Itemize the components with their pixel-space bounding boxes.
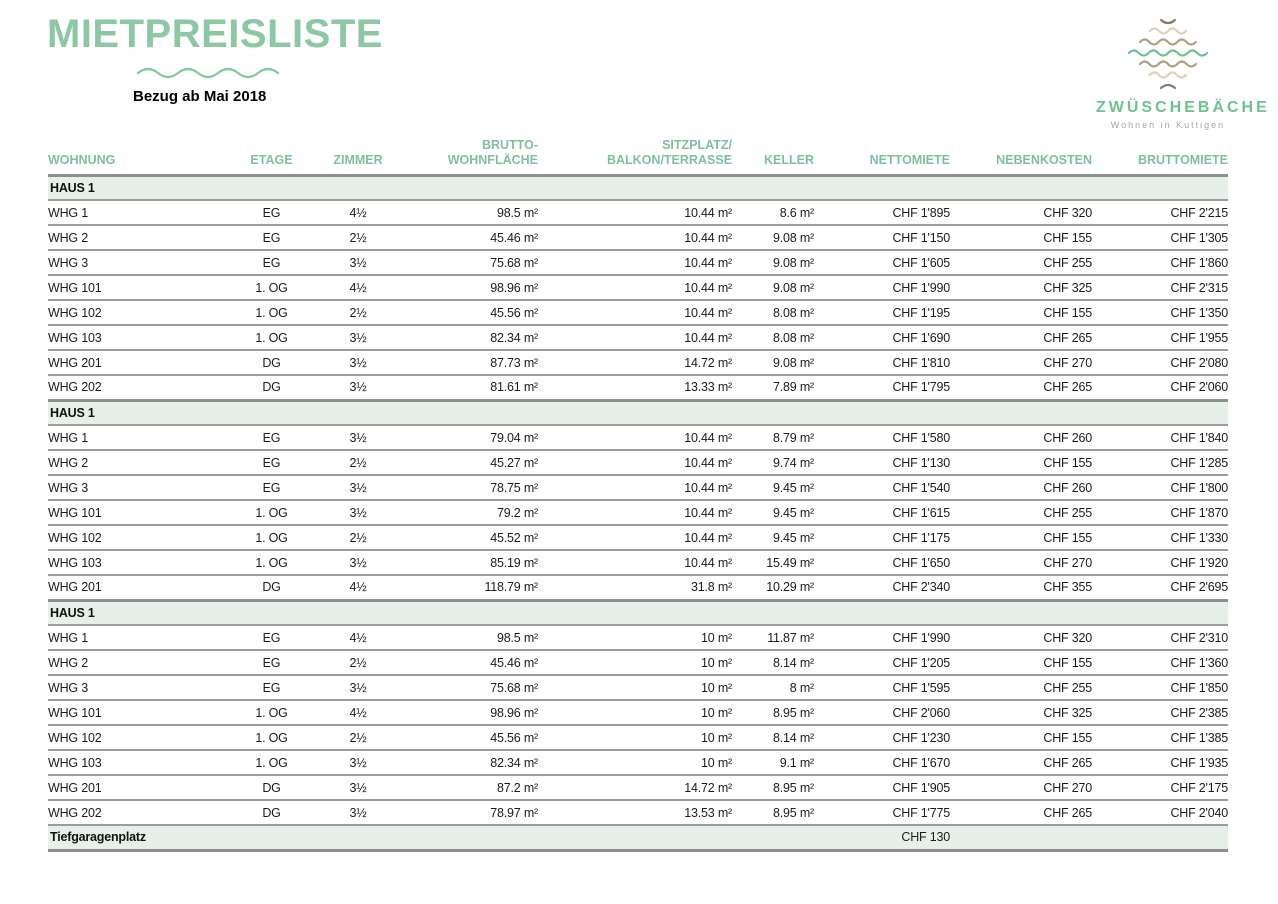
cell: 8.14 m²: [732, 725, 814, 750]
cell: 11.87 m²: [732, 625, 814, 650]
cell: 3½: [318, 250, 398, 275]
cell: 13.53 m²: [538, 800, 732, 825]
footer-row: [48, 825, 1228, 850]
cell: CHF 1'690: [814, 325, 950, 350]
cell: CHF 2'695: [1092, 575, 1228, 600]
cell: CHF 155: [950, 525, 1092, 550]
cell: CHF 1'920: [1092, 550, 1228, 575]
cell: 78.97 m²: [398, 800, 538, 825]
table-row: [48, 275, 1228, 300]
cell: 10 m²: [538, 725, 732, 750]
cell: CHF 260: [950, 425, 1092, 450]
cell: 75.68 m²: [398, 250, 538, 275]
table-row: [48, 425, 1228, 450]
cell: 10.44 m²: [538, 325, 732, 350]
price-table: [48, 138, 1228, 852]
cell: CHF 1'670: [814, 750, 950, 775]
cell: CHF 155: [950, 225, 1092, 250]
cell: CHF 1'130: [814, 450, 950, 475]
cell: WHG 103: [48, 750, 225, 775]
document-header: [0, 0, 1278, 138]
cell: CHF 1'990: [814, 275, 950, 300]
cell: 45.56 m²: [398, 725, 538, 750]
table-row: [48, 675, 1228, 700]
cell: 118.79 m²: [398, 575, 538, 600]
cell: CHF 2'310: [1092, 625, 1228, 650]
table-row: [48, 225, 1228, 250]
cell: [1092, 825, 1228, 850]
cell: 8.14 m²: [732, 650, 814, 675]
cell: 75.68 m²: [398, 675, 538, 700]
cell: WHG 103: [48, 325, 225, 350]
cell: CHF 1'895: [814, 200, 950, 225]
cell: CHF 1'285: [1092, 450, 1228, 475]
cell: CHF 320: [950, 625, 1092, 650]
column-header: NEBENKOSTEN: [950, 138, 1092, 175]
cell: EG: [225, 250, 318, 275]
cell: CHF 1'810: [814, 350, 950, 375]
table-row: [48, 200, 1228, 225]
cell: WHG 101: [48, 700, 225, 725]
table-row: [48, 450, 1228, 475]
table-row: [48, 475, 1228, 500]
cell: CHF 1'870: [1092, 500, 1228, 525]
cell: 8.08 m²: [732, 325, 814, 350]
cell: 4½: [318, 625, 398, 650]
cell: WHG 102: [48, 300, 225, 325]
logo-waves-icon: [1096, 16, 1240, 92]
cell: CHF 1'860: [1092, 250, 1228, 275]
cell: WHG 2: [48, 225, 225, 250]
cell: 8.95 m²: [732, 700, 814, 725]
cell: 10.44 m²: [538, 475, 732, 500]
cell: 85.19 m²: [398, 550, 538, 575]
cell: 9.1 m²: [732, 750, 814, 775]
cell: WHG 102: [48, 725, 225, 750]
cell: 9.08 m²: [732, 225, 814, 250]
logo-name: ZWÜSCHEBÄCHE: [1096, 99, 1270, 116]
logo-tagline: Wohnen in Kuttigen: [1110, 120, 1226, 130]
title-squiggle-icon: [136, 62, 282, 80]
cell: CHF 155: [950, 725, 1092, 750]
cell: CHF 2'060: [814, 700, 950, 725]
cell: EG: [225, 425, 318, 450]
section-label: HAUS 1: [48, 175, 1228, 200]
cell: CHF 1'350: [1092, 300, 1228, 325]
cell: 9.45 m²: [732, 475, 814, 500]
cell: 1. OG: [225, 325, 318, 350]
cell: CHF 130: [814, 825, 950, 850]
cell: 1. OG: [225, 700, 318, 725]
cell: [398, 825, 538, 850]
table-row: [48, 625, 1228, 650]
cell: CHF 265: [950, 325, 1092, 350]
cell: 1. OG: [225, 300, 318, 325]
cell: CHF 2'080: [1092, 350, 1228, 375]
cell: 10.44 m²: [538, 200, 732, 225]
cell: CHF 1'385: [1092, 725, 1228, 750]
cell: 10 m²: [538, 675, 732, 700]
cell: 3½: [318, 550, 398, 575]
section-row: [48, 400, 1228, 425]
cell: 3½: [318, 325, 398, 350]
cell: WHG 2: [48, 450, 225, 475]
cell: CHF 255: [950, 250, 1092, 275]
table-row: [48, 725, 1228, 750]
cell: [225, 825, 318, 850]
cell: 10.44 m²: [538, 425, 732, 450]
cell: 13.33 m²: [538, 375, 732, 400]
cell: CHF 1'330: [1092, 525, 1228, 550]
cell: 10.44 m²: [538, 300, 732, 325]
cell: CHF 265: [950, 375, 1092, 400]
cell: 82.34 m²: [398, 325, 538, 350]
cell: DG: [225, 350, 318, 375]
cell: 3½: [318, 350, 398, 375]
cell: CHF 1'935: [1092, 750, 1228, 775]
cell: [950, 825, 1092, 850]
cell: 10.44 m²: [538, 525, 732, 550]
cell: 9.74 m²: [732, 450, 814, 475]
table-row: [48, 800, 1228, 825]
cell: CHF 325: [950, 275, 1092, 300]
cell: 2½: [318, 525, 398, 550]
cell: WHG 103: [48, 550, 225, 575]
cell: WHG 101: [48, 275, 225, 300]
cell: 2½: [318, 300, 398, 325]
cell: CHF 2'060: [1092, 375, 1228, 400]
cell: CHF 1'305: [1092, 225, 1228, 250]
cell: 82.34 m²: [398, 750, 538, 775]
cell: 8 m²: [732, 675, 814, 700]
cell: 1. OG: [225, 750, 318, 775]
cell: 10 m²: [538, 625, 732, 650]
page-subtitle: Bezug ab Mai 2018: [133, 88, 267, 105]
cell: 4½: [318, 700, 398, 725]
cell: CHF 1'650: [814, 550, 950, 575]
cell: 45.46 m²: [398, 650, 538, 675]
cell: DG: [225, 575, 318, 600]
cell: 87.73 m²: [398, 350, 538, 375]
cell: EG: [225, 225, 318, 250]
cell: 9.45 m²: [732, 500, 814, 525]
cell: [318, 825, 398, 850]
cell: CHF 270: [950, 775, 1092, 800]
cell: [538, 825, 732, 850]
cell: CHF 2'040: [1092, 800, 1228, 825]
cell: CHF 325: [950, 700, 1092, 725]
cell: 3½: [318, 675, 398, 700]
cell: CHF 1'205: [814, 650, 950, 675]
cell: 8.08 m²: [732, 300, 814, 325]
cell: 10 m²: [538, 700, 732, 725]
cell: 8.6 m²: [732, 200, 814, 225]
cell: CHF 1'905: [814, 775, 950, 800]
cell: 3½: [318, 475, 398, 500]
section-label: HAUS 1: [48, 600, 1228, 625]
cell: 14.72 m²: [538, 775, 732, 800]
cell: CHF 1'150: [814, 225, 950, 250]
cell: 9.45 m²: [732, 525, 814, 550]
cell: 10.44 m²: [538, 550, 732, 575]
cell: 98.96 m²: [398, 700, 538, 725]
cell: 3½: [318, 425, 398, 450]
cell: 1. OG: [225, 500, 318, 525]
cell: DG: [225, 775, 318, 800]
cell: 98.5 m²: [398, 625, 538, 650]
cell: EG: [225, 650, 318, 675]
column-header: KELLER: [732, 138, 814, 175]
column-header: ETAGE: [225, 138, 318, 175]
cell: 1. OG: [225, 525, 318, 550]
cell: 3½: [318, 775, 398, 800]
cell: 2½: [318, 650, 398, 675]
table-row: [48, 300, 1228, 325]
cell: CHF 1'605: [814, 250, 950, 275]
cell: WHG 2: [48, 650, 225, 675]
cell: CHF 1'850: [1092, 675, 1228, 700]
cell: CHF 1'990: [814, 625, 950, 650]
column-header: SITZPLATZ/ BALKON/TERRASSE: [538, 138, 732, 175]
cell: 10 m²: [538, 750, 732, 775]
cell: 45.46 m²: [398, 225, 538, 250]
cell: CHF 2'315: [1092, 275, 1228, 300]
table-row: [48, 375, 1228, 400]
cell: 10.44 m²: [538, 250, 732, 275]
cell: 9.08 m²: [732, 275, 814, 300]
cell: CHF 1'595: [814, 675, 950, 700]
cell: EG: [225, 475, 318, 500]
cell: 15.49 m²: [732, 550, 814, 575]
cell: CHF 320: [950, 200, 1092, 225]
cell: 2½: [318, 450, 398, 475]
cell: EG: [225, 200, 318, 225]
cell: CHF 270: [950, 350, 1092, 375]
logo: [1096, 16, 1270, 130]
table-row: [48, 500, 1228, 525]
header-row: [48, 138, 1228, 175]
table-row: [48, 325, 1228, 350]
cell: 10 m²: [538, 650, 732, 675]
cell: WHG 201: [48, 350, 225, 375]
cell: CHF 1'840: [1092, 425, 1228, 450]
cell: WHG 3: [48, 675, 225, 700]
column-header: BRUTTO- WOHNFLÄCHE: [398, 138, 538, 175]
cell: 45.56 m²: [398, 300, 538, 325]
column-header: BRUTTOMIETE: [1092, 138, 1228, 175]
cell: CHF 260: [950, 475, 1092, 500]
cell: CHF 155: [950, 650, 1092, 675]
cell: WHG 202: [48, 375, 225, 400]
cell: 79.04 m²: [398, 425, 538, 450]
cell: 9.08 m²: [732, 350, 814, 375]
cell: 3½: [318, 500, 398, 525]
cell: WHG 101: [48, 500, 225, 525]
cell: Tiefgaragenplatz: [48, 825, 225, 850]
cell: CHF 155: [950, 450, 1092, 475]
cell: 10.44 m²: [538, 275, 732, 300]
cell: 3½: [318, 750, 398, 775]
cell: WHG 3: [48, 475, 225, 500]
cell: 8.95 m²: [732, 800, 814, 825]
table-row: [48, 250, 1228, 275]
section-row: [48, 600, 1228, 625]
cell: 78.75 m²: [398, 475, 538, 500]
column-header: ZIMMER: [318, 138, 398, 175]
cell: CHF 2'175: [1092, 775, 1228, 800]
table-row: [48, 575, 1228, 600]
cell: CHF 265: [950, 750, 1092, 775]
table-row: [48, 525, 1228, 550]
cell: 14.72 m²: [538, 350, 732, 375]
cell: EG: [225, 450, 318, 475]
cell: 81.61 m²: [398, 375, 538, 400]
cell: 2½: [318, 225, 398, 250]
cell: WHG 102: [48, 525, 225, 550]
section-label: HAUS 1: [48, 400, 1228, 425]
cell: WHG 202: [48, 800, 225, 825]
cell: WHG 3: [48, 250, 225, 275]
cell: EG: [225, 625, 318, 650]
cell: 4½: [318, 200, 398, 225]
cell: 31.8 m²: [538, 575, 732, 600]
cell: 2½: [318, 725, 398, 750]
cell: 4½: [318, 575, 398, 600]
cell: 8.79 m²: [732, 425, 814, 450]
cell: CHF 255: [950, 500, 1092, 525]
cell: CHF 1'195: [814, 300, 950, 325]
cell: 1. OG: [225, 550, 318, 575]
cell: CHF 1'360: [1092, 650, 1228, 675]
cell: [732, 825, 814, 850]
cell: 8.95 m²: [732, 775, 814, 800]
cell: 10.44 m²: [538, 450, 732, 475]
cell: CHF 1'175: [814, 525, 950, 550]
cell: CHF 355: [950, 575, 1092, 600]
cell: 3½: [318, 375, 398, 400]
cell: CHF 1'580: [814, 425, 950, 450]
cell: 98.5 m²: [398, 200, 538, 225]
cell: CHF 265: [950, 800, 1092, 825]
cell: 79.2 m²: [398, 500, 538, 525]
cell: WHG 1: [48, 200, 225, 225]
cell: EG: [225, 675, 318, 700]
cell: CHF 155: [950, 300, 1092, 325]
cell: CHF 2'215: [1092, 200, 1228, 225]
table-row: [48, 550, 1228, 575]
page-title: MIETPREISLISTE: [47, 12, 383, 56]
cell: 45.27 m²: [398, 450, 538, 475]
cell: CHF 2'340: [814, 575, 950, 600]
cell: CHF 1'615: [814, 500, 950, 525]
cell: 10.44 m²: [538, 225, 732, 250]
cell: 1. OG: [225, 275, 318, 300]
cell: CHF 1'230: [814, 725, 950, 750]
cell: WHG 1: [48, 425, 225, 450]
cell: DG: [225, 375, 318, 400]
cell: CHF 1'775: [814, 800, 950, 825]
cell: 10.29 m²: [732, 575, 814, 600]
cell: 9.08 m²: [732, 250, 814, 275]
cell: CHF 1'540: [814, 475, 950, 500]
cell: 1. OG: [225, 725, 318, 750]
cell: 4½: [318, 275, 398, 300]
cell: 10.44 m²: [538, 500, 732, 525]
table-row: [48, 350, 1228, 375]
cell: CHF 1'795: [814, 375, 950, 400]
cell: WHG 201: [48, 575, 225, 600]
cell: 45.52 m²: [398, 525, 538, 550]
column-header: NETTOMIETE: [814, 138, 950, 175]
cell: 87.2 m²: [398, 775, 538, 800]
column-header: WOHNUNG: [48, 138, 225, 175]
cell: WHG 1: [48, 625, 225, 650]
cell: CHF 1'955: [1092, 325, 1228, 350]
table-row: [48, 650, 1228, 675]
cell: CHF 255: [950, 675, 1092, 700]
table-row: [48, 700, 1228, 725]
cell: CHF 270: [950, 550, 1092, 575]
section-row: [48, 175, 1228, 200]
table-row: [48, 775, 1228, 800]
table-row: [48, 750, 1228, 775]
cell: 98.96 m²: [398, 275, 538, 300]
cell: 7.89 m²: [732, 375, 814, 400]
cell: CHF 1'800: [1092, 475, 1228, 500]
cell: WHG 201: [48, 775, 225, 800]
cell: 3½: [318, 800, 398, 825]
cell: DG: [225, 800, 318, 825]
cell: CHF 2'385: [1092, 700, 1228, 725]
